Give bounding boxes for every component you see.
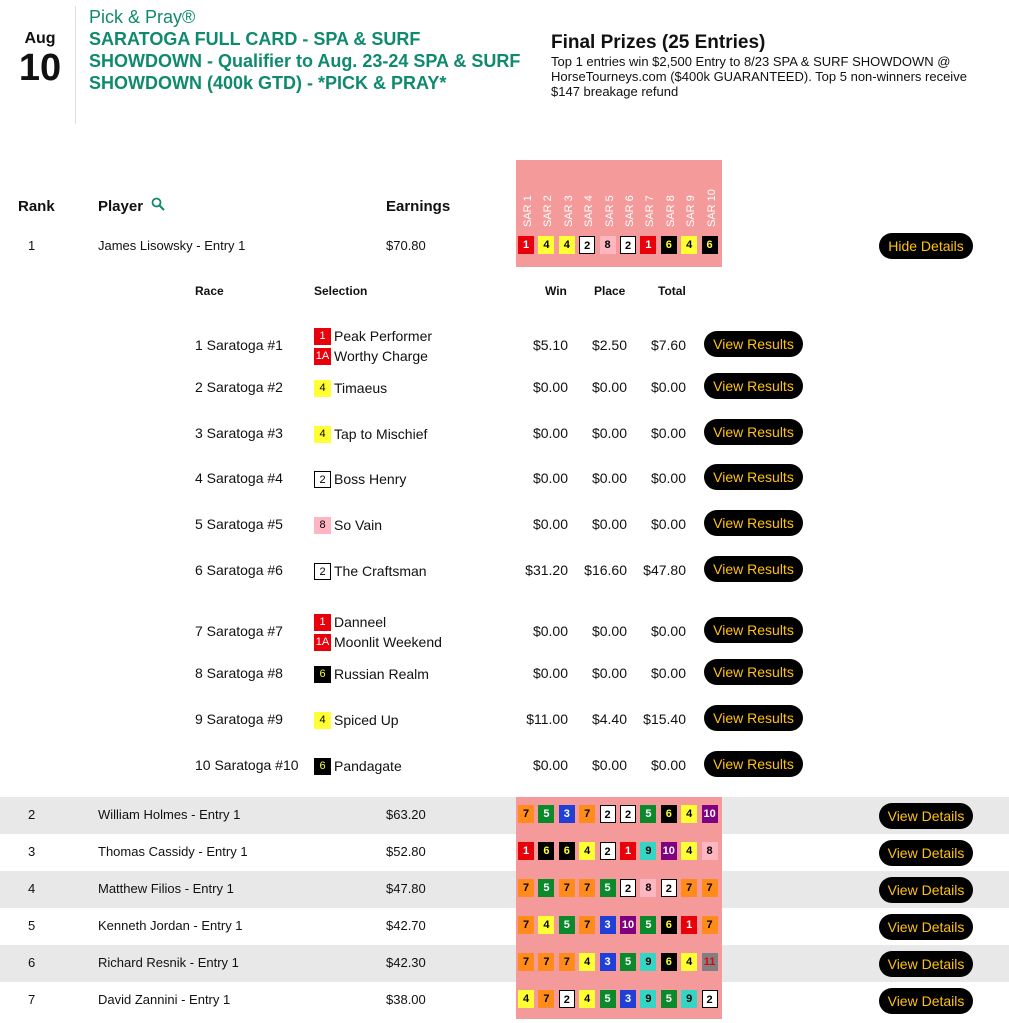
pick-number-badge: 1 [518, 842, 534, 860]
table-row-leader [0, 228, 1009, 265]
details-place-cell: $0.00 [591, 470, 627, 486]
pick-number-badge: 4 [681, 805, 697, 823]
view-details-button[interactable]: View Details [879, 951, 973, 977]
tournament-name: SARATOGA FULL CARD - SPA & SURF SHOWDOWN - Qualifier to Aug. 23-24 SPA & SURF SHOWDOWN (400k GTD) - *PICK & PRAY* [89, 29, 521, 93]
details-place-cell: $0.00 [591, 516, 627, 532]
pick-number-badge: 6 [702, 236, 718, 254]
pick-number-badge: 4 [579, 953, 595, 971]
details-race-cell: 6 Saratoga #6 [195, 562, 283, 578]
details-win-cell: $0.00 [532, 623, 568, 639]
pick-number-badge: 5 [538, 805, 554, 823]
search-icon[interactable] [151, 197, 165, 211]
pick-number-badge: 3 [600, 916, 616, 934]
details-total-header: Total [658, 284, 686, 298]
horse-name: Tap to Mischief [334, 426, 428, 442]
rank-cell: 3 [28, 844, 36, 859]
pick-number-badge: 8 [640, 879, 656, 897]
view-results-button[interactable]: View Results [704, 751, 803, 777]
details-place-cell: $0.00 [591, 623, 627, 639]
pick-number-badge: 6 [661, 236, 677, 254]
details-row [0, 376, 1009, 416]
rank-cell: 4 [28, 881, 36, 896]
pick-number-badge: 3 [600, 953, 616, 971]
view-details-button[interactable]: View Details [879, 988, 973, 1014]
race-column-label: SAR 4 [583, 195, 596, 227]
earnings-cell: $70.80 [386, 238, 426, 253]
pick-number-badge: 8 [600, 236, 616, 254]
pick-number-badge: 2 [620, 236, 636, 254]
pick-number-badge: 5 [640, 916, 656, 934]
pick-number-badge: 10 [702, 805, 718, 823]
player-cell: James Lisowsky - Entry 1 [98, 238, 246, 253]
prizes-panel [551, 32, 991, 99]
details-place-cell: $0.00 [591, 665, 627, 681]
pick-number-badge: 5 [661, 990, 677, 1008]
table-row [0, 982, 1009, 1019]
pick-number-badge: 6 [661, 916, 677, 934]
race-column-label: SAR 6 [624, 195, 636, 227]
event-day: 10 [18, 47, 62, 89]
event-date [10, 30, 70, 88]
pick-number-badge: 4 [538, 236, 554, 254]
horse-number-badge: 1 [314, 328, 331, 345]
details-race-cell: 1 Saratoga #1 [195, 337, 283, 353]
details-selection-cell [314, 326, 432, 366]
details-win-header: Win [545, 284, 567, 298]
earnings-header: Earnings [386, 198, 451, 215]
pick-number-badge: 2 [620, 805, 636, 823]
horse-name: Boss Henry [334, 471, 407, 487]
race-column-label: SAR 3 [562, 195, 575, 227]
details-win-cell: $0.00 [532, 425, 568, 441]
pick-number-badge: 9 [681, 990, 697, 1008]
pick-number-badge: 1 [640, 236, 656, 254]
details-race-cell: 3 Saratoga #3 [195, 425, 283, 441]
pick-number-badge: 7 [559, 953, 575, 971]
pick-number-badge: 1 [681, 916, 697, 934]
details-win-cell: $11.00 [526, 711, 568, 727]
details-win-cell: $0.00 [532, 470, 568, 486]
details-total-cell: $0.00 [650, 757, 686, 773]
player-cell: David Zannini - Entry 1 [98, 992, 231, 1007]
details-selection-cell [314, 378, 387, 398]
pick-number-badge: 7 [518, 953, 534, 971]
pick-number-badge: 5 [600, 879, 616, 897]
horse-number-badge: 1A [314, 634, 331, 651]
prizes-heading: Final Prizes (25 Entries) [551, 32, 766, 53]
horse-name: Danneel [334, 614, 387, 630]
horse-selection [314, 710, 399, 730]
details-race-cell: 8 Saratoga #8 [195, 665, 283, 681]
rank-cell: 7 [28, 992, 36, 1007]
horse-name: Timaeus [334, 380, 388, 396]
details-total-cell: $0.00 [650, 470, 686, 486]
horse-selection [314, 424, 427, 444]
prizes-text: Top 1 entries win $2,500 Entry to 8/23 SPA & SURF SHOWDOWN @ HorseTourneys.com ($400k GUARANTEED). Top 5 non-winners receive $147 breakage refund [551, 54, 967, 99]
pick-number-badge: 9 [640, 953, 656, 971]
table-row [0, 945, 1009, 982]
hide-details-button[interactable]: Hide Details [879, 233, 973, 259]
view-results-button[interactable]: View Results [704, 556, 803, 582]
table-row [0, 797, 1009, 834]
details-place-cell: $0.00 [591, 425, 627, 441]
pick-number-badge: 10 [620, 916, 636, 934]
details-race-cell: 9 Saratoga #9 [195, 711, 283, 727]
pick-number-badge: 9 [640, 990, 656, 1008]
pick-number-badge: 2 [600, 805, 616, 823]
pick-number-badge: 2 [559, 990, 575, 1008]
race-column-label: SAR 2 [542, 195, 555, 227]
pick-number-badge: 4 [579, 842, 595, 860]
details-win-cell: $0.00 [532, 757, 568, 773]
details-win-cell: $0.00 [532, 516, 568, 532]
player-cell: Matthew Filios - Entry 1 [98, 881, 234, 896]
details-race-cell: 7 Saratoga #7 [195, 623, 283, 639]
pick-number-badge: 2 [620, 879, 636, 897]
horse-name: The Craftsman [334, 563, 427, 579]
pick-number-badge: 4 [681, 953, 697, 971]
details-row [0, 708, 1009, 748]
view-results-button[interactable]: View Results [704, 419, 803, 445]
table-row [0, 871, 1009, 908]
pick-number-badge: 7 [579, 916, 595, 934]
race-column-label: SAR 9 [685, 195, 698, 227]
view-results-button[interactable]: View Results [704, 705, 803, 731]
race-column-label: SAR 8 [664, 195, 677, 227]
details-selection-cell [314, 515, 382, 535]
view-details-button[interactable]: View Details [879, 840, 973, 866]
view-results-button[interactable]: View Results [704, 464, 803, 490]
horse-name: Peak Performer [334, 328, 433, 344]
player-header[interactable]: Player [98, 198, 144, 215]
details-total-cell: $0.00 [650, 623, 686, 639]
horse-number-badge: 2 [314, 563, 331, 580]
horse-number-badge: 6 [314, 758, 331, 775]
rank-cell: 1 [28, 238, 36, 253]
pick-number-badge: 4 [579, 990, 595, 1008]
pick-number-badge: 7 [518, 805, 534, 823]
details-win-cell: $5.10 [532, 337, 568, 353]
pick-number-badge: 5 [559, 916, 575, 934]
horse-selection [314, 664, 429, 684]
horse-name: Worthy Charge [334, 348, 428, 364]
horse-number-badge: 4 [314, 712, 331, 729]
pick-number-badge: 5 [640, 805, 656, 823]
pick-number-badge: 6 [538, 842, 554, 860]
details-race-cell: 5 Saratoga #5 [195, 516, 283, 532]
tournament-title [89, 6, 529, 94]
horse-number-badge: 2 [314, 471, 331, 488]
pick-number-badge: 7 [681, 879, 697, 897]
pick-number-badge: 5 [538, 879, 554, 897]
pick-number-badge: 4 [559, 236, 575, 254]
details-total-cell: $0.00 [650, 665, 686, 681]
horse-number-badge: 1A [314, 348, 331, 365]
details-place-cell: $4.40 [591, 711, 627, 727]
view-results-button[interactable]: View Results [704, 510, 803, 536]
pick-number-badge: 6 [661, 805, 677, 823]
details-selection-cell [314, 612, 442, 652]
pick-number-badge: 7 [579, 805, 595, 823]
pick-number-badge: 2 [702, 990, 718, 1008]
pick-number-badge: 4 [538, 916, 554, 934]
details-place-cell: $0.00 [591, 379, 627, 395]
pick-number-badge: 1 [620, 842, 636, 860]
pick-number-badge: 4 [681, 842, 697, 860]
horse-name: Spiced Up [334, 712, 399, 728]
earnings-cell: $63.20 [386, 807, 426, 822]
horse-number-badge: 8 [314, 517, 331, 534]
details-row [0, 467, 1009, 507]
horse-name: Pandagate [334, 758, 402, 774]
earnings-cell: $42.30 [386, 955, 426, 970]
horse-number-badge: 4 [314, 426, 331, 443]
details-win-cell: $31.20 [525, 562, 568, 578]
event-month: Aug [24, 30, 56, 47]
view-results-button[interactable]: View Results [704, 331, 803, 357]
earnings-cell: $38.00 [386, 992, 426, 1007]
pick-number-badge: 3 [620, 990, 636, 1008]
pick-number-badge: 7 [518, 916, 534, 934]
details-place-cell: $16.60 [584, 562, 627, 578]
rank-header: Rank [18, 198, 55, 215]
horse-selection [314, 326, 432, 346]
details-total-cell: $0.00 [650, 379, 686, 395]
view-details-button[interactable]: View Details [879, 877, 973, 903]
details-race-cell: 4 Saratoga #4 [195, 470, 283, 486]
horse-selection [314, 378, 387, 398]
race-column-label: SAR 7 [644, 195, 657, 227]
details-selection-cell [314, 664, 429, 684]
details-row [0, 610, 1009, 652]
horse-selection [314, 632, 442, 652]
details-selection-cell [314, 469, 406, 489]
horse-name: Russian Realm [334, 666, 429, 682]
horse-name: Moonlit Weekend [334, 634, 442, 650]
details-selection-cell [314, 561, 427, 581]
pick-number-badge: 4 [518, 990, 534, 1008]
race-column-label: SAR 1 [522, 195, 534, 227]
horse-number-badge: 6 [314, 666, 331, 683]
view-results-button[interactable]: View Results [704, 617, 803, 643]
details-total-cell: $15.40 [643, 711, 686, 727]
pick-number-badge: 2 [600, 842, 616, 860]
details-win-cell: $0.00 [532, 665, 568, 681]
pick-number-badge: 11 [702, 953, 718, 971]
tournament-brand: Pick & Pray® [89, 7, 196, 27]
details-row [0, 754, 1009, 794]
pick-number-badge: 1 [518, 236, 534, 254]
rank-cell: 6 [28, 955, 36, 970]
details-selection-header: Selection [314, 284, 368, 298]
horse-selection [314, 561, 427, 581]
details-place-cell: $2.50 [591, 337, 627, 353]
earnings-cell: $52.80 [386, 844, 426, 859]
rank-cell: 5 [28, 918, 36, 933]
horse-selection [314, 515, 382, 535]
horse-number-badge: 1 [314, 614, 331, 631]
pick-number-badge: 7 [518, 879, 534, 897]
horse-selection [314, 346, 432, 366]
details-race-header: Race [195, 284, 224, 298]
pick-number-badge: 6 [661, 953, 677, 971]
details-selection-cell [314, 756, 402, 776]
player-cell: Kenneth Jordan - Entry 1 [98, 918, 243, 933]
details-place-cell: $0.00 [591, 757, 627, 773]
pick-number-badge: 7 [538, 990, 554, 1008]
pick-number-badge: 4 [681, 236, 697, 254]
details-row [0, 559, 1009, 599]
horse-selection [314, 469, 406, 489]
view-results-button[interactable]: View Results [704, 373, 803, 399]
horse-selection [314, 756, 402, 776]
pick-number-badge: 5 [600, 990, 616, 1008]
pick-number-badge: 7 [559, 879, 575, 897]
details-row [0, 422, 1009, 462]
details-total-cell: $7.60 [650, 337, 686, 353]
race-column-label: SAR 10 [705, 189, 718, 227]
details-total-cell: $0.00 [650, 425, 686, 441]
pick-number-badge: 8 [702, 842, 718, 860]
rank-cell: 2 [28, 807, 36, 822]
horse-name: So Vain [334, 517, 382, 533]
pick-number-badge: 3 [559, 805, 575, 823]
pick-number-badge: 5 [620, 953, 636, 971]
details-total-cell: $0.00 [650, 516, 686, 532]
table-row [0, 908, 1009, 945]
pick-number-badge: 9 [640, 842, 656, 860]
details-row [0, 513, 1009, 553]
pick-number-badge: 10 [661, 842, 677, 860]
horse-number-badge: 4 [314, 380, 331, 397]
details-row [0, 324, 1009, 366]
details-row [0, 662, 1009, 702]
details-selection-cell [314, 710, 399, 730]
race-column-label: SAR 5 [603, 195, 616, 227]
pick-number-badge: 2 [579, 236, 595, 254]
header-divider [75, 6, 76, 124]
pick-number-badge: 7 [538, 953, 554, 971]
earnings-cell: $42.70 [386, 918, 426, 933]
player-cell: Thomas Cassidy - Entry 1 [98, 844, 248, 859]
pick-number-badge: 7 [702, 879, 718, 897]
table-row [0, 834, 1009, 871]
details-selection-cell [314, 424, 427, 444]
horse-selection [314, 612, 442, 632]
pick-number-badge: 6 [559, 842, 575, 860]
earnings-cell: $47.80 [386, 881, 426, 896]
details-total-cell: $47.80 [643, 562, 686, 578]
view-results-button[interactable]: View Results [704, 659, 803, 685]
view-details-button[interactable]: View Details [879, 914, 973, 940]
view-details-button[interactable]: View Details [879, 803, 973, 829]
player-cell: William Holmes - Entry 1 [98, 807, 241, 822]
player-cell: Richard Resnik - Entry 1 [98, 955, 239, 970]
pick-number-badge: 2 [661, 879, 677, 897]
pick-number-badge: 7 [579, 879, 595, 897]
pick-number-badge: 7 [702, 916, 718, 934]
details-race-cell: 10 Saratoga #10 [195, 757, 299, 773]
details-race-cell: 2 Saratoga #2 [195, 379, 283, 395]
details-place-header: Place [594, 284, 626, 298]
details-win-cell: $0.00 [532, 379, 568, 395]
